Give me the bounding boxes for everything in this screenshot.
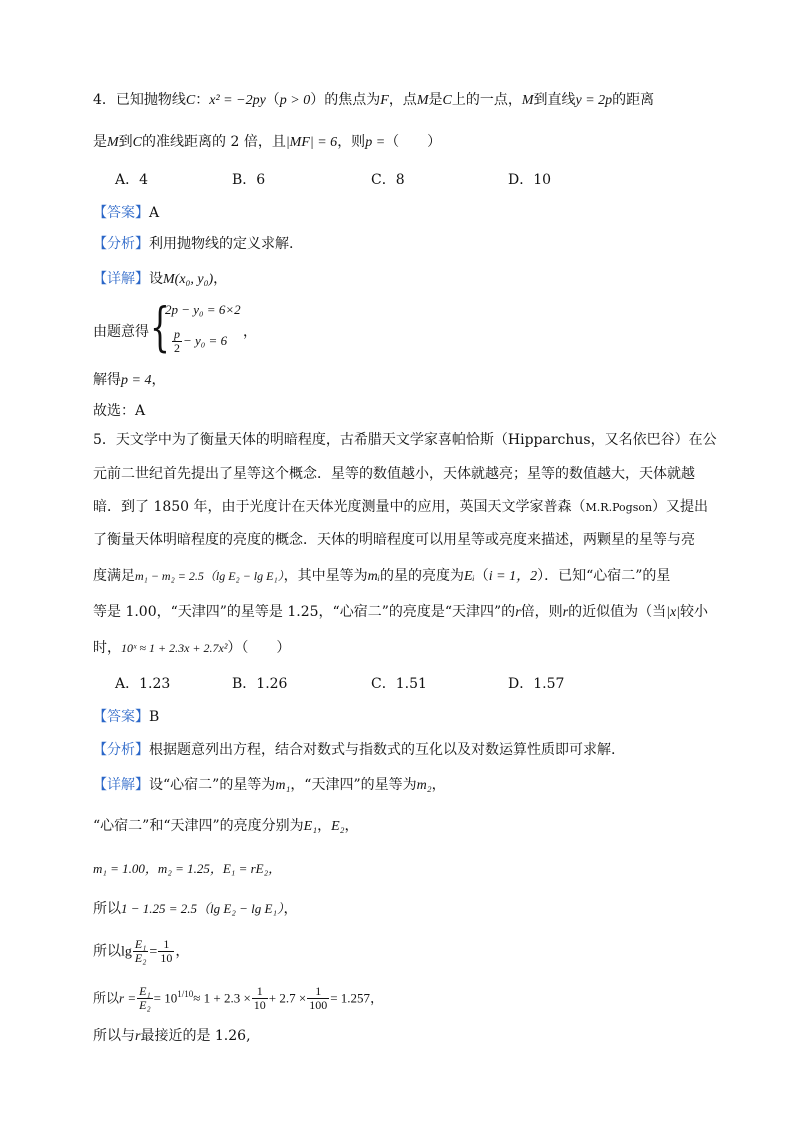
q5-detail-2: “心宿二”和“天津四”的亮度分别为E₁，E₂， <box>93 818 359 834</box>
q4-option-a: A．4 <box>115 172 149 188</box>
q4-option-c: C．8 <box>371 172 405 188</box>
q5-stem-line-1: 5．天文学中为了衡量天体的明暗程度，古希腊天文学家喜帕恰斯（Hipparchus，又名依巴谷）在公 <box>93 432 717 448</box>
q5-stem-line-4: 了衡量天体明暗程度的亮度的概念．天体的明暗程度可以用星等或亮度来描述，两颗星的星等与亮 <box>93 532 695 548</box>
brace-symbol: { <box>150 298 170 358</box>
q5-detail-3: m₁ = 1.00，m₂ = 1.25，E₁ = rE₂， <box>93 861 282 876</box>
q4-equation-system: 由题意得 { 2p − y₀ = 6×2 $\frac{p}{2}$ − y₀ = 6 ， <box>93 298 257 358</box>
q5-analysis: 【分析】根据题意列出方程，结合对数式与指数式的互化以及对数运算性质即可求解. <box>93 742 616 758</box>
analysis-label: 【分析】 <box>93 742 149 758</box>
q5-detail-6: 所以r = $\frac{\text{E₁}}{\text{E₂}}$ = $10^{1/10}\approx 1 + 2.3$ × $\frac{1}{10}$ + 2.7 × $\frac{1}{100}$ = 1.257， <box>93 984 384 1013</box>
q5-option-c: C．1.51 <box>371 676 427 692</box>
q4-option-b: B．6 <box>232 172 266 188</box>
q4-choose: 故选：A <box>93 403 146 419</box>
q4-stem-line-2: 是M到C的准线距离的 2 倍，且|MF| = 6，则p =（ ） <box>93 134 442 150</box>
q5-stem-line-2: 元前二世纪首先提出了星等这个概念．星等的数值越小，天体就越亮；星等的数值越大，天体就越 <box>93 466 695 482</box>
q4-analysis: 【分析】利用抛物线的定义求解. <box>93 236 294 252</box>
q5-detail-1: 【详解】设“心宿二”的星等为m₁，“天津四”的星等为m₂， <box>93 777 446 793</box>
q5-stem-line-7: 时，10ˣ ≈ 1 + 2.3x + 2.7x²）（ ） <box>93 640 291 656</box>
q5-stem-line-6: 等是 1.00，“天津四”的星等是 1.25，“心宿二”的亮度是“天津四”的r倍，则r的近似值为（当|x|较小 <box>93 604 709 620</box>
q4-solution: 解得p = 4， <box>93 372 166 388</box>
analysis-label: 【分析】 <box>93 236 149 252</box>
answer-label: 【答案】 <box>93 709 149 725</box>
q5-stem-line-5: 度满足m₁ − m₂ = 2.5（lg E₂ − lg E₁），其中星等为mᵢ的星的亮度为Eᵢ（i = 1，2）．已知“心宿二”的星 <box>93 568 671 584</box>
q4-detail: 【详解】设M(x₀, y₀)， <box>93 271 228 287</box>
q5-option-a: A．1.23 <box>115 676 171 692</box>
q5-option-d: D．1.57 <box>508 676 565 692</box>
q4-answer: 【答案】A <box>93 205 160 221</box>
q5-detail-4: 所以1 − 1.25 = 2.5（lg E₂ − lg E₁）， <box>93 901 298 917</box>
q5-detail-5: 所以lg $\frac{\text{E₁}}{\text{E₂}}$ = $\frac{1}{10}$ ， <box>93 937 190 965</box>
q4-stem-line-1: 4．已知抛物线C：x² = −2py（p > 0）的焦点为F，点M是C上的一点，M到直线y = 2p的距离 <box>93 92 655 108</box>
detail-label: 【详解】 <box>93 271 149 287</box>
q5-stem-line-3: 暗．到了 1850 年，由于光度计在天体光度测量中的应用，英国天文学家普森（M.R.Pogson）又提出 <box>93 499 709 515</box>
q5-answer: 【答案】B <box>93 709 160 725</box>
q4-option-d: D．10 <box>508 172 552 188</box>
detail-label: 【详解】 <box>93 777 149 793</box>
q5-option-b: B．1.26 <box>232 676 288 692</box>
answer-label: 【答案】 <box>93 205 149 221</box>
q5-detail-7: 所以与r最接近的是 1.26, <box>93 1028 251 1044</box>
